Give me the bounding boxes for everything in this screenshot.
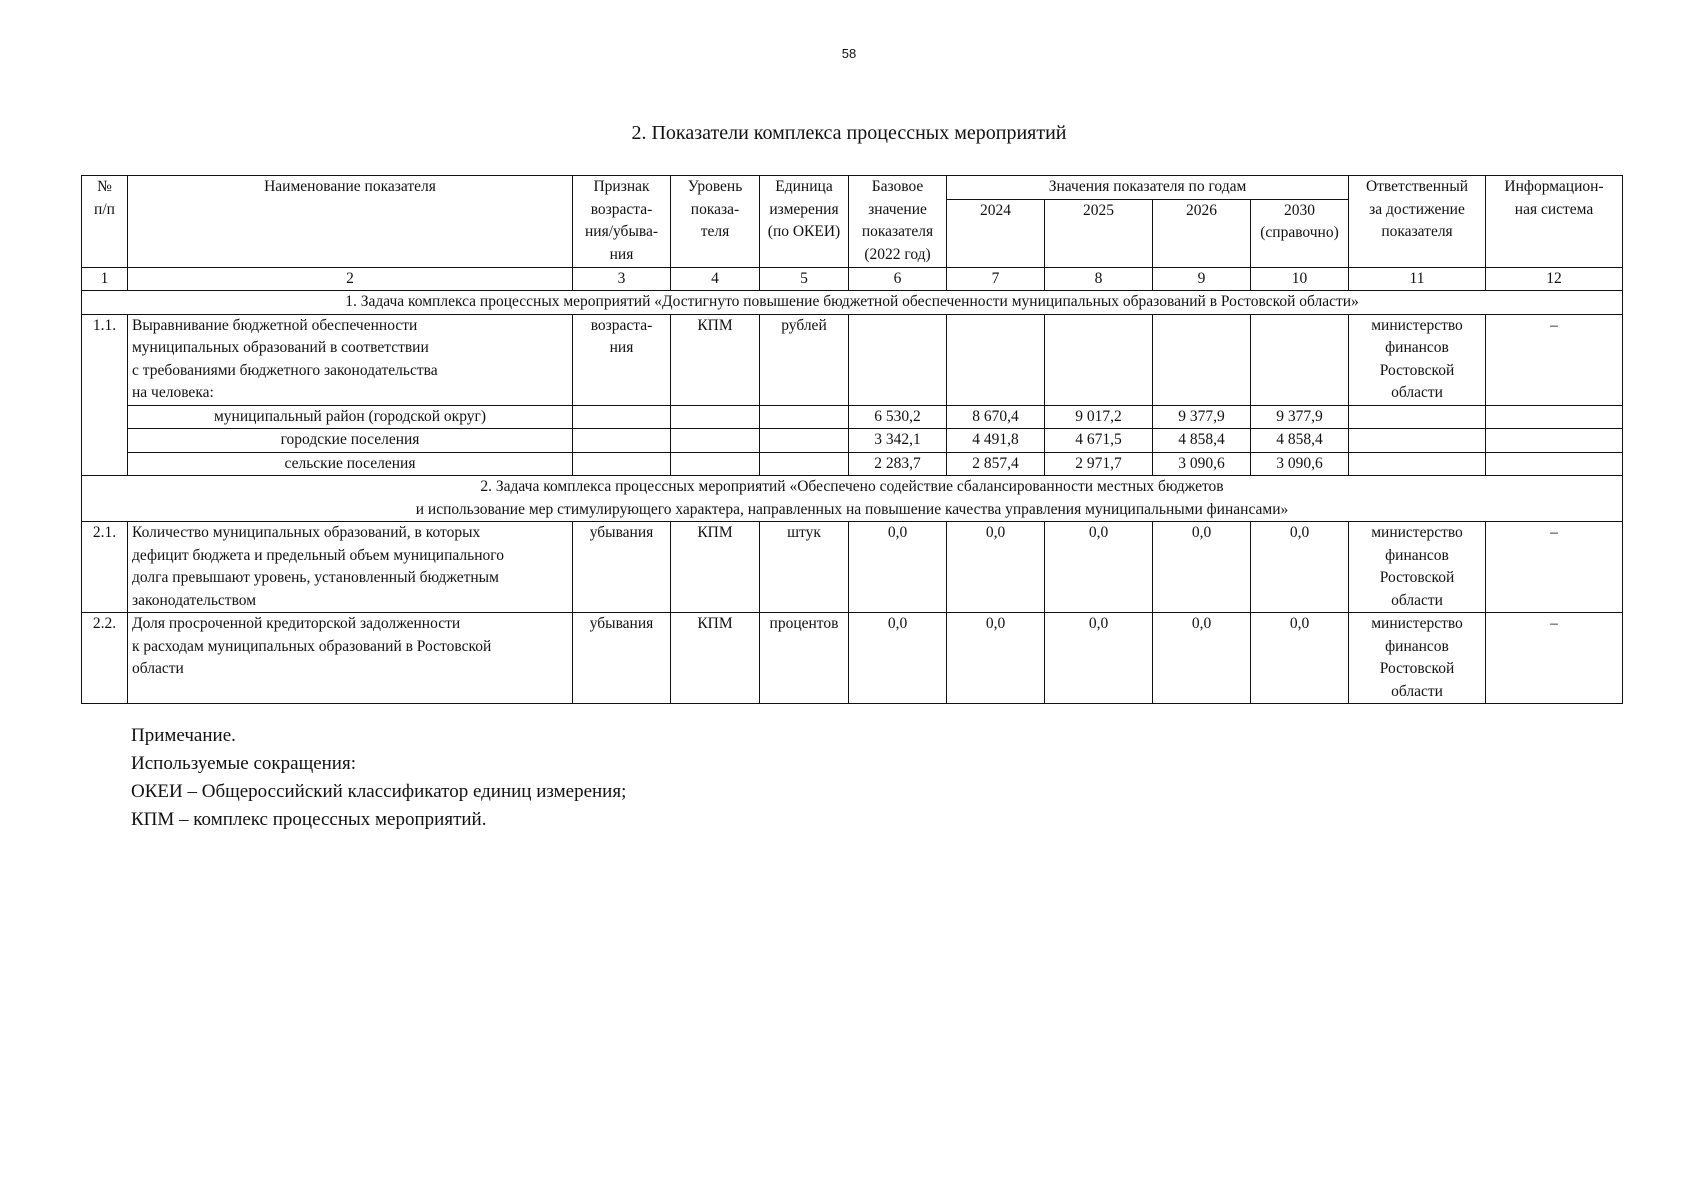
header-year-2026: 2026	[1153, 199, 1251, 267]
header-year-2024: 2024	[947, 199, 1045, 267]
indicator-name: Количество муниципальных образований, в которых дефицит бюджета и предельный объем муниципального долга превышают уровень, установленный бюджетным законодательством	[128, 522, 573, 613]
note-line: КПМ – комплекс процессных мероприятий.	[131, 809, 487, 830]
empty-cell	[1251, 314, 1349, 405]
note-line: ОКЕИ – Общероссийский классификатор единиц измерения;	[131, 781, 627, 802]
indicator-sign: убывания	[573, 522, 671, 613]
empty-cell	[760, 452, 849, 476]
task-2-row	[82, 476, 1623, 522]
value-base: 6 530,2	[849, 405, 947, 429]
value-2026: 9 377,9	[1153, 405, 1251, 429]
table-row-1-1	[82, 314, 1623, 405]
col-num: 2	[128, 267, 573, 291]
indicator-level: КПМ	[671, 314, 760, 405]
empty-cell	[760, 429, 849, 453]
value-2024: 2 857,4	[947, 452, 1045, 476]
empty-cell	[671, 405, 760, 429]
col-num: 3	[573, 267, 671, 291]
task-1-row	[82, 291, 1623, 315]
row-num: 1.1.	[82, 314, 128, 476]
col-num: 1	[82, 267, 128, 291]
col-num: 10	[1251, 267, 1349, 291]
empty-cell	[1486, 429, 1623, 453]
empty-cell	[671, 429, 760, 453]
notes	[131, 722, 626, 834]
value-base: 2 283,7	[849, 452, 947, 476]
table-subrow	[82, 405, 1623, 429]
header-year-2025: 2025	[1045, 199, 1153, 267]
indicator-responsible: министерство финансов Ростовской области	[1349, 522, 1486, 613]
value-2030: 0,0	[1251, 613, 1349, 704]
indicators-table	[81, 175, 1623, 704]
value-2024: 0,0	[947, 613, 1045, 704]
empty-cell	[1153, 314, 1251, 405]
value-2024: 4 491,8	[947, 429, 1045, 453]
value-2024: 0,0	[947, 522, 1045, 613]
empty-cell	[947, 314, 1045, 405]
empty-cell	[1486, 452, 1623, 476]
header-num: № п/п	[82, 176, 128, 268]
table-subrow	[82, 429, 1623, 453]
col-num: 11	[1349, 267, 1486, 291]
empty-cell	[671, 452, 760, 476]
empty-cell	[1349, 429, 1486, 453]
indicator-sign: убывания	[573, 613, 671, 704]
col-num: 5	[760, 267, 849, 291]
empty-cell	[760, 405, 849, 429]
value-2025: 2 971,7	[1045, 452, 1153, 476]
subrow-name: сельские поселения	[128, 452, 573, 476]
empty-cell	[573, 405, 671, 429]
task-1-text: 1. Задача комплекса процессных мероприятий «Достигнуто повышение бюджетной обеспеченности муниципальных образований в Ростовской области»	[82, 291, 1623, 315]
indicator-name: Доля просроченной кредиторской задолженности к расходам муниципальных образований в Ростовской области	[128, 613, 573, 704]
column-numbers-row	[82, 267, 1623, 291]
value-2030: 4 858,4	[1251, 429, 1349, 453]
value-base: 0,0	[849, 522, 947, 613]
header-infosys: Информацион- ная система	[1486, 176, 1623, 268]
header-row	[82, 176, 1623, 200]
header-level: Уровень показа- теля	[671, 176, 760, 268]
header-year-2030: 2030 (справочно)	[1251, 199, 1349, 267]
table-row-2-1	[82, 522, 1623, 613]
subrow-name: муниципальный район (городской округ)	[128, 405, 573, 429]
header-years-group: Значения показателя по годам	[947, 176, 1349, 200]
value-2024: 8 670,4	[947, 405, 1045, 429]
value-base: 3 342,1	[849, 429, 947, 453]
value-2025: 9 017,2	[1045, 405, 1153, 429]
indicator-responsible: министерство финансов Ростовской области	[1349, 314, 1486, 405]
col-num: 7	[947, 267, 1045, 291]
value-2030: 3 090,6	[1251, 452, 1349, 476]
col-num: 8	[1045, 267, 1153, 291]
empty-cell	[1045, 314, 1153, 405]
table-subrow	[82, 452, 1623, 476]
empty-cell	[1349, 452, 1486, 476]
empty-cell	[1486, 405, 1623, 429]
indicator-level: КПМ	[671, 522, 760, 613]
header-base: Базовое значение показателя (2022 год)	[849, 176, 947, 268]
note-heading: Примечание.	[131, 725, 236, 746]
indicator-responsible: министерство финансов Ростовской области	[1349, 613, 1486, 704]
indicator-name: Выравнивание бюджетной обеспеченности муниципальных образований в соответствии с требованиями бюджетного законодательства на человека:	[128, 314, 573, 405]
col-num: 12	[1486, 267, 1623, 291]
col-num: 6	[849, 267, 947, 291]
col-num: 4	[671, 267, 760, 291]
header-responsible: Ответственный за достижение показателя	[1349, 176, 1486, 268]
row-num: 2.2.	[82, 613, 128, 704]
indicator-infosys: –	[1486, 522, 1623, 613]
subrow-name: городские поселения	[128, 429, 573, 453]
value-2026: 0,0	[1153, 613, 1251, 704]
row-num: 2.1.	[82, 522, 128, 613]
empty-cell	[1349, 405, 1486, 429]
header-unit: Единица измерения (по ОКЕИ)	[760, 176, 849, 268]
indicator-unit: штук	[760, 522, 849, 613]
page-number: 58	[841, 46, 857, 61]
col-num: 9	[1153, 267, 1251, 291]
empty-cell	[849, 314, 947, 405]
indicator-infosys: –	[1486, 613, 1623, 704]
value-2026: 3 090,6	[1153, 452, 1251, 476]
note-line: Используемые сокращения:	[131, 753, 356, 774]
value-2030: 9 377,9	[1251, 405, 1349, 429]
value-2025: 0,0	[1045, 613, 1153, 704]
indicator-sign: возраста- ния	[573, 314, 671, 405]
value-2026: 4 858,4	[1153, 429, 1251, 453]
indicator-unit: процентов	[760, 613, 849, 704]
value-2030: 0,0	[1251, 522, 1349, 613]
empty-cell	[573, 429, 671, 453]
indicator-level: КПМ	[671, 613, 760, 704]
header-name: Наименование показателя	[128, 176, 573, 268]
value-2026: 0,0	[1153, 522, 1251, 613]
empty-cell	[573, 452, 671, 476]
indicator-unit: рублей	[760, 314, 849, 405]
value-base: 0,0	[849, 613, 947, 704]
page-title: 2. Показатели комплекса процессных мероприятий	[631, 122, 1067, 144]
task-2-text: 2. Задача комплекса процессных мероприятий «Обеспечено содействие сбалансированности местных бюджетов и использование мер стимулирующего характера, направленных на повышение качества управления муниципальными финансами»	[82, 476, 1623, 522]
header-sign: Признак возраста- ния/убыва- ния	[573, 176, 671, 268]
value-2025: 4 671,5	[1045, 429, 1153, 453]
table-row-2-2	[82, 613, 1623, 704]
value-2025: 0,0	[1045, 522, 1153, 613]
indicator-infosys: –	[1486, 314, 1623, 405]
